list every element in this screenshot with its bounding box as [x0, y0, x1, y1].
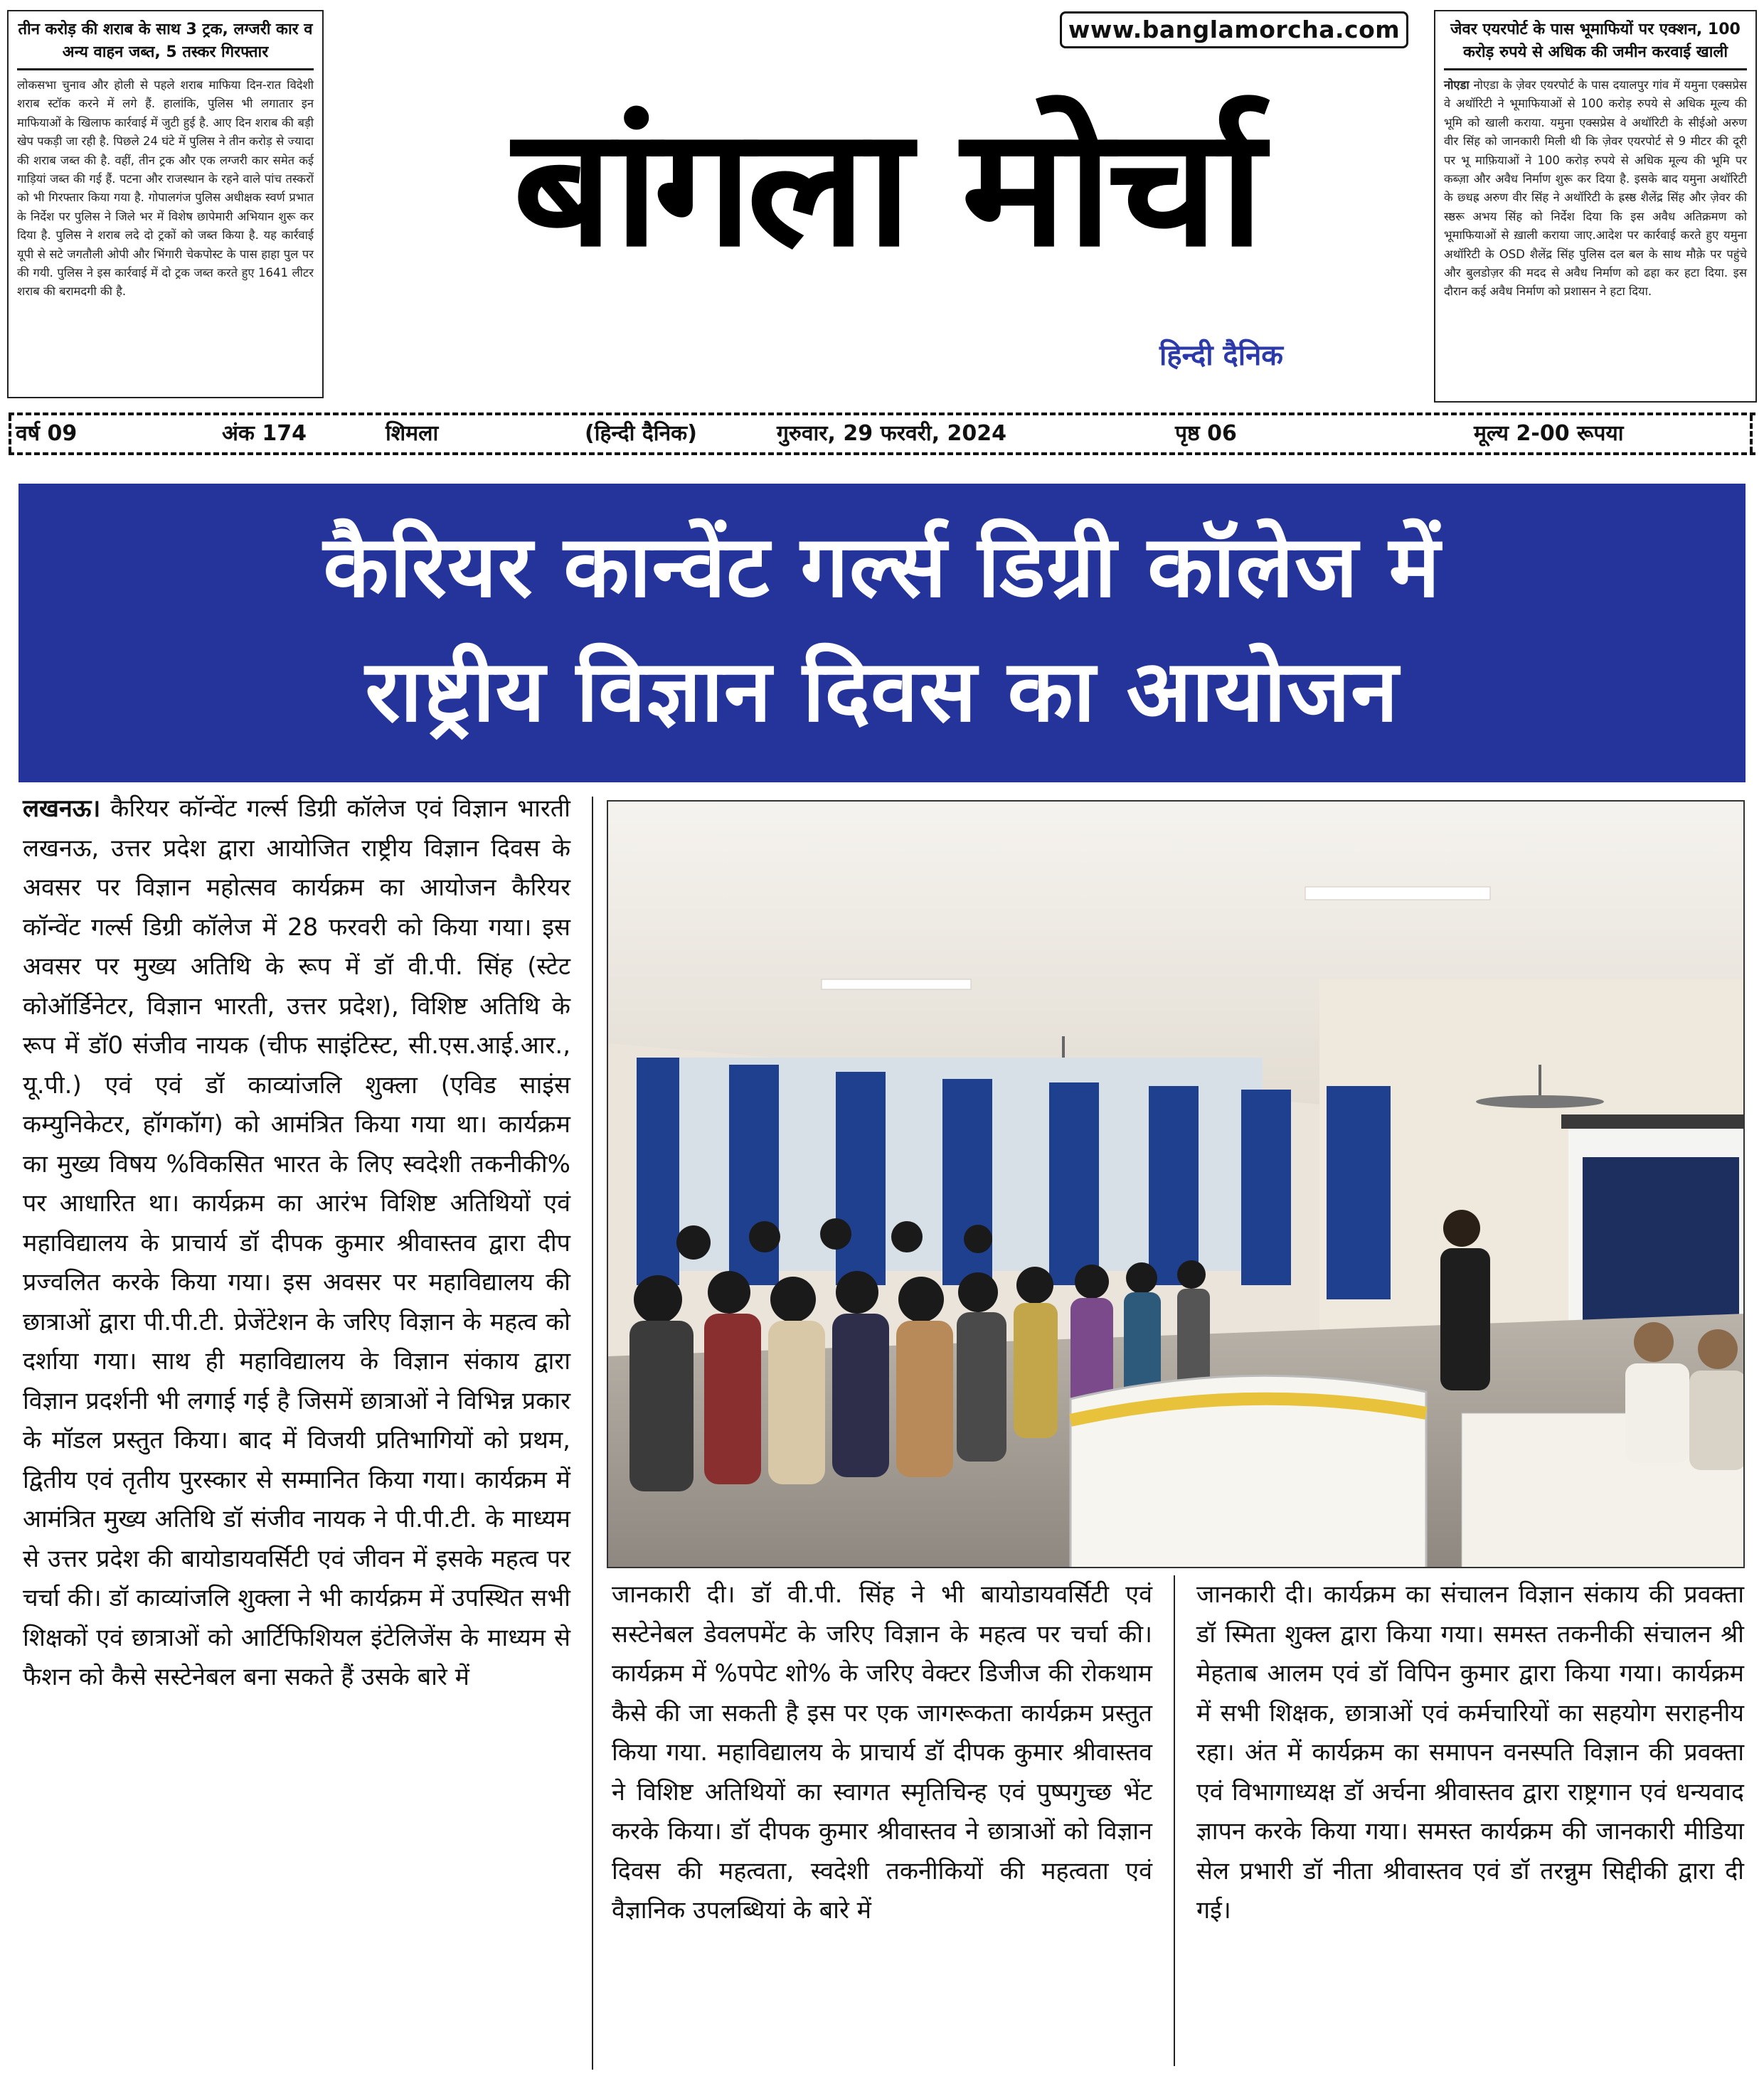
headline-line-2: राष्ट्रीय विज्ञान दिवस का आयोजन	[365, 642, 1399, 741]
left-news-title: तीन करोड़ की शराब के साथ 3 ट्रक, लग्जरी कार व अन्य वाहन जब्त, 5 तस्कर गिरफ्तार	[18, 21, 313, 61]
website-url[interactable]: www.banglamorcha.com	[1060, 11, 1408, 48]
issue-info-strip	[9, 413, 1755, 455]
article-column-3: जानकारी दी। कार्यक्रम का संचालन विज्ञान संकाय की प्रवक्ता डॉ स्मिता शुक्ल द्वारा किया गया। समस्त तकनीकी संचालन श्री मेहताब आलम एवं डॉ विपिन कुमार द्वारा किया गया। कार्यक्रम में सभी शिक्षक, छात्राओं एवं कर्मचारियों का सहयोग सराहनीय रहा। अंत में कार्यक्रम का समापन वनस्पति विज्ञान की प्रवक्ता एवं विभागाध्यक्ष डॉ अर्चना श्रीवास्तव द्वारा राष्ट्रगान एवं धन्यवाद ज्ञापन करके किया गया। समस्त कार्यक्रम की जानकारी मीडिया सेल प्रभारी डॉ नीता श्रीवास्तव एवं डॉ तरन्नुम सिद्दीकी द्वारा दी गई।	[1196, 1580, 1744, 1925]
event-photo-illustration	[608, 802, 1745, 1568]
left-news-body: लोकसभा चुनाव और होली से पहले शराब माफिया दिन-रात विदेशी शराब स्टॉक करने में लगे हैं. हालांकि, पुलिस भी लगातार इन माफियाओं के खिलाफ कार्रवाई में जुटी हुई है. आए दिन शराब की बड़ी खेप पकड़ी जा रही है. पिछले 24 घंटे में पुलिस ने तीन करोड़ से ज्यादा की शराब जब्त की है. वहीं, तीन ट्रक और एक लग्जरी कार समेत कई गाड़ियां जब्त की गई हैं. पटना और राजस्थान के रहने वाले पांच तस्करों को भी गिरफ्तार किया गया है. गोपालगंज पुलिस अधीक्षक स्वर्ण प्रभात के निर्देश पर पुलिस ने जिले भर में विशेष छापेमारी अभियान शुरू कर दिया है. पुलिस ने शराब लदे दो ट्रकों को जब्त किया है. यह कार्रवाई यूपी से सटे जगतौली ओपी और भिंगारी चेकपोस्ट के पास हाहा पुल पर की गयी. पुलिस ने इस कार्रवाई में दो ट्रक जब्त करते हुए 1641 लीटर शराब की बरामदगी की है.	[17, 78, 314, 299]
left-news-rule	[17, 68, 314, 70]
article-column-1-text: कैरियर कॉन्वेंट गर्ल्स डिग्री कॉलेज एवं विज्ञान भारती लखनऊ, उत्तर प्रदेश द्वारा आयोजित राष्ट्रीय विज्ञान दिवस के अवसर पर विज्ञान महोत्सव कार्यक्रम का आयोजन कैरियर कॉन्वेंट गर्ल्स डिग्री कॉलेज में 28 फरवरी को किया गया। इस अवसर पर मुख्य अतिथि के रूप में डॉ वी.पी. सिंह (स्टेट कोऑर्डिनेटर, विज्ञान भारती, उत्तर प्रदेश), विशिष्ट अतिथि के रूप में डॉ0 संजीव नायक (चीफ साइंटिस्ट, सी.एस.आई.आर., यू.पी.) एवं एवं डॉ काव्यांजलि शुक्ला (एविड साइंस कम्युनिकेटर, हॉगकॉग) को आमंत्रित किया गया था। कार्यक्रम का मुख्य विषय %विकसित भारत के लिए स्वदेशी तकनीकी% पर आधारित था। कार्यक्रम का आरंभ विशिष्ट अतिथियों एवं महाविद्यालय के प्राचार्य डॉ दीपक कुमार श्रीवास्तव द्वारा दीप प्रज्वलित करके किया गया। इस अवसर पर महाविद्यालय की छात्राओं द्वारा पी.पी.टी. प्रेजेंटेशन के जरिए विज्ञान के महत्व को दर्शाया गया। साथ ही महाविद्यालय के विज्ञान संकाय द्वारा विज्ञान प्रदर्शनी भी लगाई गई है जिसमें छात्राओं ने विभिन्न प्रकार के मॉडल प्रस्तुत किया। बाद में विजयी प्रतिभागियों को प्रथम, द्वितीय एवं तृतीय पुरस्कार से सम्मानित किया गया। कार्यक्रम में आमंत्रित मुख्य अतिथि डॉ संजीव नायक ने पी.पी.टी. के माध्यम से उत्तर प्रदेश की बायोडायवर्सिटी एवं जीवन में इसके महत्व पर चर्चा की। डॉ काव्यांजलि शुक्ला ने भी कार्यक्रम में उपस्थित सभी शिक्षकों एवं छात्राओं को आर्टिफिशियल इंटेलिजेंस के माध्यम से फैशन को कैसे सस्टेनेबल बना सकते हैं उसके बारे में	[23, 794, 570, 1691]
right-news-text: नोएडा के ज़ेवर एयरपोर्ट के पास दयालपुर गांव में यमुना एक्सप्रेस वे अथॉरिटी ने भूमाफियाओं से 100 करोड़ रुपये से अधिक मूल्य की भूमि को खाली कराया. यमुना एक्सप्रेस वे अथॉरिटी के सीईओ अरुण वीर सिंह को जानकारी मिली थी कि ज़ेवर एयरपोर्ट से 9 मीटर की दूरी पर भू माफ़ियाओं ने 100 करोड़ रुपये से अधिक मूल्य की भूमि पर कब्ज़ा और अवैध निर्माण शुरू कर दिया है. इसके बाद यमुना अथॉरिटी के छ्धह्र अरुण वीर सिंह ने अथॉरिटी के ह्रस्ष्ठ शैलेंद्र सिंह और ज़ेवर की स्ष्ठरू अभय सिंह को निर्देश दिया कि इस अवैध अतिक्रमण को भूमाफियाओं से ख़ाली कराया जाए.आदेश पर कार्रवाई करते हुए यमुना अथॉरिटी के OSD शैलेंद्र सिंह पुलिस दल बल के साथ मौक़े पर पहुंचे और बुलडोज़र की मदद से अवैध निर्माण को ढहा कर हटा दिया. इस दौरान कई अवैध निर्माण को प्रशासन ने हटा दिया.	[1444, 78, 1747, 299]
issue-city: शिमला	[386, 421, 439, 446]
newspaper-name: बांगला मोर्चा	[512, 93, 1259, 283]
right-news-rule	[1444, 68, 1747, 70]
left-news-box	[7, 10, 324, 398]
page-number: पृष्ठ 06	[1175, 421, 1237, 446]
issue-price: मूल्य 2-00 रूपया	[1474, 421, 1624, 446]
issue-date: गुरुवार, 29 फरवरी, 2024	[777, 421, 1007, 446]
newspaper-tagline: हिन्दी दैनिक	[1159, 339, 1284, 372]
issue-number: अंक 174	[222, 421, 307, 446]
headline-line-1: कैरियर कान्वेंट गर्ल्स डिग्री कॉलेज में	[323, 518, 1441, 617]
right-news-body	[1444, 76, 1747, 302]
article-column-1	[23, 789, 570, 2070]
right-news-box	[1434, 10, 1757, 403]
column-divider	[592, 797, 593, 2070]
article-dateline: लखनऊ।	[23, 794, 101, 823]
event-photo	[607, 800, 1745, 1568]
headline-banner	[18, 484, 1746, 782]
issue-year: वर्ष 09	[16, 421, 78, 446]
issue-type: (हिन्दी दैनिक)	[585, 421, 697, 446]
right-news-title: जेवर एयरपोर्ट के पास भूमाफियों पर एक्शन, 100 करोड़ रुपये से अधिक की जमीन करवाई खाली	[1450, 21, 1741, 61]
column-divider	[1174, 1575, 1175, 2066]
right-news-lead: नोएडा	[1444, 78, 1470, 92]
article-column-2: जानकारी दी। डॉ वी.पी. सिंह ने भी बायोडायवर्सिटी एवं सस्टेनेबल डेवलपमेंट के जरिए विज्ञान के महत्व पर चर्चा की। कार्यक्रम में %पपेट शो% के जरिए वेक्टर डिजीज की रोकथाम कैसे की जा सकती है इस पर एक जागरूकता कार्यक्रम प्रस्तुत किया गया. महाविद्यालय के प्राचार्य डॉ दीपक कुमार श्रीवास्तव ने विशिष्ट अतिथियों का स्वागत स्मृतिचिन्ह एवं पुष्पगुच्छ भेंट करके किया। डॉ दीपक कुमार श्रीवास्तव ने छात्राओं को विज्ञान दिवस की महत्वता, स्वदेशी तकनीकियों की महत्वता एवं वैज्ञानिक उपलब्धियां के बारे में	[612, 1580, 1152, 1925]
